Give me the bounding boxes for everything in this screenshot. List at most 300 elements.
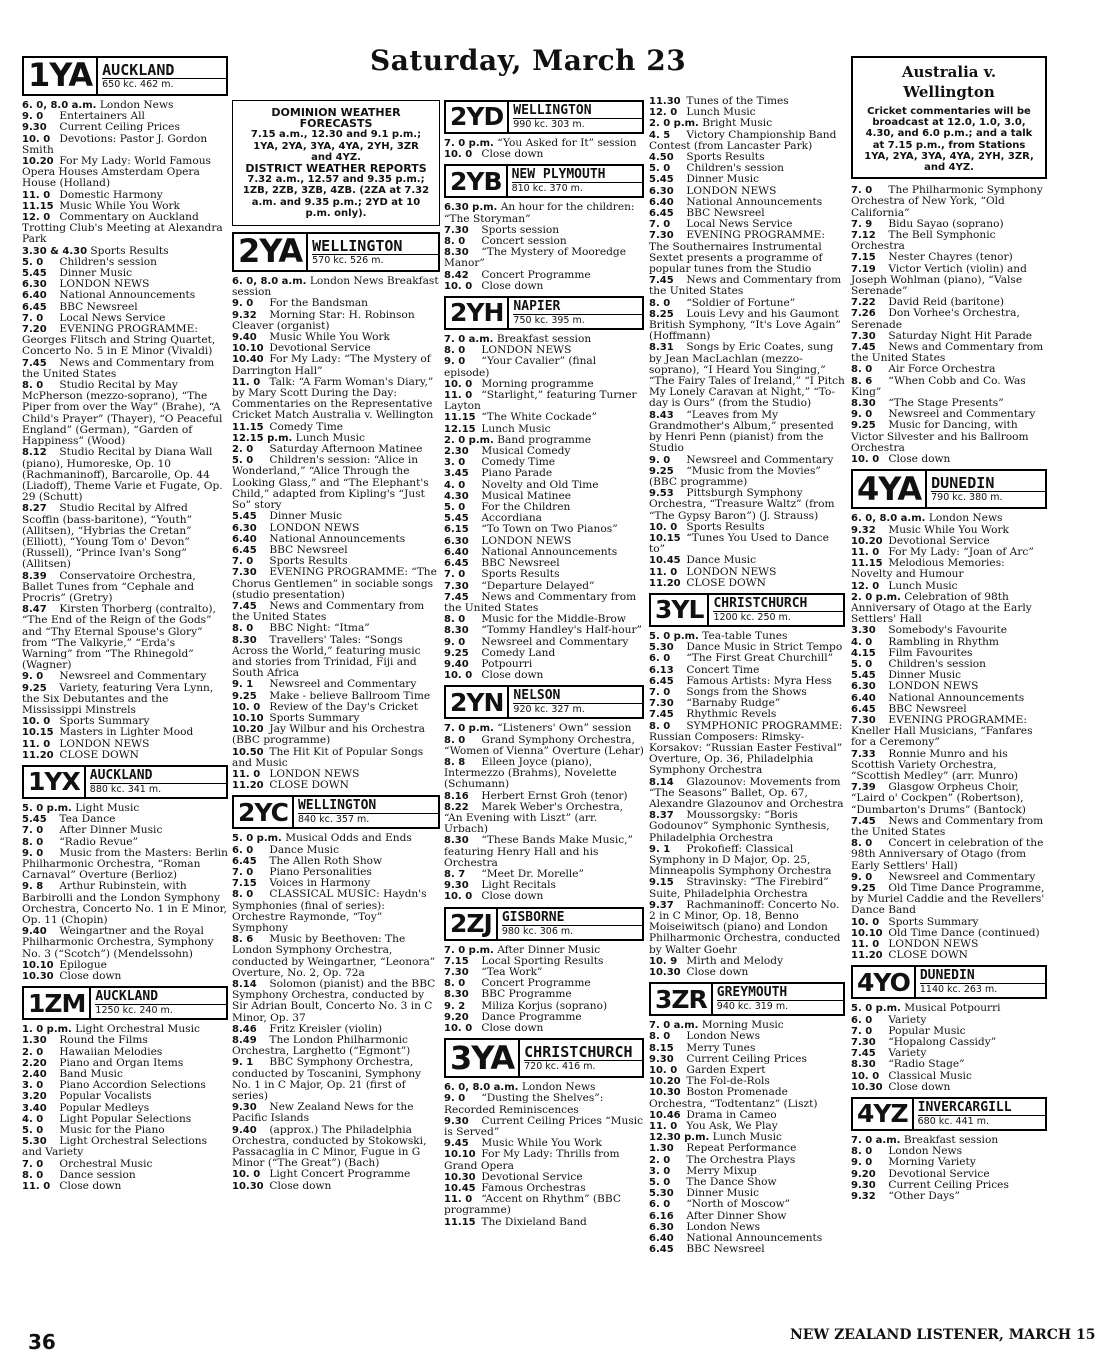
programme-title: The London Philharmonic Orchestra, Larghetto (“Egmont”) bbox=[232, 1034, 411, 1058]
programme-item bbox=[232, 354, 440, 376]
programme-title: Dinner Music bbox=[686, 173, 760, 186]
programme-title: Rachmaninoff: Concerto No. 2 in C Minor, Op. 18, Benno Moiseiwitsch (piano) and London Philharmonic Orchestra, conducted by Walter Goehr bbox=[649, 898, 841, 956]
programme-item bbox=[22, 881, 228, 926]
programme-time: 7.30 bbox=[649, 230, 674, 242]
programme-title: London News bbox=[686, 1030, 761, 1043]
programme-time: 4.15 bbox=[851, 647, 876, 659]
programme-time: 10.20 bbox=[649, 1076, 681, 1088]
programme-item bbox=[851, 883, 1047, 917]
station-call-sign: 4YA bbox=[853, 471, 927, 507]
station-frequency: 1250 kc. 240 m. bbox=[95, 1005, 173, 1017]
station-call-sign: 2YB bbox=[446, 166, 508, 196]
programme-time: 9. 0 bbox=[851, 871, 873, 883]
programme-time: 9. 1 bbox=[232, 679, 254, 691]
programme-time: 12.15 bbox=[444, 423, 476, 435]
station-header bbox=[649, 593, 845, 627]
programme-time: 11. 0 bbox=[649, 1121, 678, 1133]
programme-title: Newsreel and Commentary bbox=[686, 453, 834, 466]
programme-item bbox=[22, 358, 228, 380]
programme-time: 5.45 bbox=[22, 268, 47, 280]
station-call-sign: 1ZM bbox=[24, 988, 91, 1018]
programme-title: Light Recitals bbox=[481, 879, 556, 892]
station-info bbox=[713, 984, 843, 1014]
programme-title: Dance Music bbox=[269, 843, 340, 856]
station-call-sign: 2YA bbox=[234, 234, 308, 270]
programme-title: National Announcements bbox=[481, 545, 618, 558]
programme-title: “Radio Stage” bbox=[888, 1058, 965, 1071]
programme-title: Comedy Time bbox=[481, 456, 556, 469]
station-frequency: 790 kc. 380 m. bbox=[931, 492, 1003, 504]
programme-time: 10.20 bbox=[851, 535, 883, 547]
programme-time: 7.15 bbox=[444, 955, 469, 967]
programme-title: Current Ceiling Prices bbox=[59, 121, 180, 134]
programme-title: EVENING PROGRAMME: The Southernaires Instrumental Sextet presents a programme of popular tunes from the Studio bbox=[649, 229, 825, 276]
programme-title: After Dinner Music bbox=[497, 943, 601, 956]
programme-title: News and Commentary from the United States bbox=[649, 274, 842, 298]
programme-time: 9.40 bbox=[22, 926, 47, 938]
programme-title: Bidu Sayao (soprano) bbox=[888, 217, 1004, 230]
programme-title: Light Orchestral Selections and Variety bbox=[22, 1135, 208, 1159]
programme-item bbox=[649, 900, 845, 956]
programme-title: Tea-table Tunes bbox=[702, 629, 788, 642]
programme-title: Band programme bbox=[497, 433, 592, 446]
programme-title: “Other Days” bbox=[888, 1190, 960, 1203]
station-frequency: 940 kc. 319 m. bbox=[716, 1001, 789, 1013]
programme-time: 10. 0 bbox=[851, 916, 880, 928]
programme-time: 7.45 bbox=[232, 600, 257, 612]
programme-title: For My Lady: Thrills from Grand Opera bbox=[444, 1148, 620, 1172]
programme-title: Voices in Harmony bbox=[269, 877, 371, 890]
programme-title: Concert Programme bbox=[481, 977, 591, 990]
programme-time: 8. 0 bbox=[649, 1031, 671, 1043]
programme-time: 8.47 bbox=[22, 604, 47, 616]
station-city: CHRISTCHURCH bbox=[713, 597, 843, 612]
programme-time: 6.45 bbox=[649, 675, 674, 687]
programme-title: News and Commentary from the United States bbox=[851, 341, 1044, 365]
programme-title: Concert Programme bbox=[481, 268, 591, 281]
programme-item bbox=[444, 1217, 644, 1228]
column-4 bbox=[649, 96, 845, 1256]
programme-title: Variety, featuring Vera Lynn, the Six Debutantes and the Mississippi Minstrels bbox=[22, 681, 214, 716]
programme-title: London News bbox=[99, 99, 174, 111]
column-2-listings bbox=[232, 232, 440, 1192]
station-call-sign: 3YA bbox=[446, 1040, 520, 1076]
programme-time: 10. 0 bbox=[851, 454, 880, 466]
programme-title: An hour for the children: “The Storyman” bbox=[444, 201, 635, 225]
programme-title: BBC Newsreel bbox=[686, 1243, 765, 1256]
programme-title: Piano Parade bbox=[481, 467, 553, 480]
programme-item bbox=[649, 1244, 845, 1255]
programme-title: Tunes of the Times bbox=[686, 95, 789, 107]
programme-title: Music While You Work bbox=[269, 331, 390, 344]
station-header bbox=[444, 685, 644, 719]
programme-title: National Announcements bbox=[686, 1232, 823, 1245]
station-city: AUCKLAND bbox=[90, 769, 226, 784]
programme-time: 11.20 bbox=[22, 749, 54, 761]
programme-time: 6. 0, 8.0 a.m. bbox=[444, 1082, 519, 1094]
programme-time: 7. 0 a.m. bbox=[444, 334, 494, 346]
programme-title: National Announcements bbox=[59, 289, 196, 302]
programme-title: Music from the Masters: Berlin Philharmonic Orchestra, “Roman Carnaval” Overture (Berlioz) bbox=[22, 846, 228, 882]
station-header bbox=[444, 164, 644, 198]
programme-time: 11. 0 bbox=[444, 390, 473, 402]
programme-item bbox=[232, 1169, 440, 1180]
programme-time: 9.32 bbox=[232, 309, 257, 321]
programme-title: David Reid (baritone) bbox=[888, 296, 1005, 309]
programme-time: 10. 0 bbox=[649, 521, 678, 533]
programme-title: News and Commentary from the United States bbox=[444, 590, 637, 614]
programme-title: Make - believe Ballroom Time bbox=[269, 689, 431, 702]
programme-time: 9.25 bbox=[851, 883, 876, 894]
programme-time: 6.45 bbox=[444, 558, 469, 570]
programme-time: 10.45 bbox=[649, 555, 681, 567]
programme-item bbox=[444, 956, 644, 967]
programme-time: 10.45 bbox=[444, 1183, 476, 1195]
programme-time: 10.20 bbox=[22, 156, 54, 168]
programme-title: Sports Results bbox=[269, 555, 348, 568]
programme-title: The Allen Roth Show bbox=[269, 854, 383, 867]
programme-title: Lunch Music bbox=[686, 106, 756, 119]
programme-time: 8. 8 bbox=[444, 756, 466, 768]
programme-item bbox=[851, 342, 1047, 364]
programme-item bbox=[232, 934, 440, 979]
programme-title: Old Time Dance Programme, by Muriel Caddie and the Revellers' Dance Band bbox=[851, 882, 1045, 917]
programme-time: 9.25 bbox=[851, 420, 876, 432]
programme-title: LONDON NEWS bbox=[686, 565, 777, 578]
programme-time: 6.40 bbox=[649, 1233, 674, 1245]
programme-item bbox=[22, 212, 228, 246]
programme-title: “To Town on Two Pianos” bbox=[481, 523, 618, 536]
programme-title: Rambling in Rhythm bbox=[888, 635, 999, 648]
programme-item bbox=[444, 149, 644, 160]
programme-time: 5.45 bbox=[444, 513, 469, 525]
programme-title: Music While You Work bbox=[481, 1137, 602, 1150]
programme-time: 8. 0 bbox=[444, 345, 466, 357]
station-call-sign: 4YZ bbox=[853, 1099, 914, 1129]
programme-title: Close down bbox=[888, 453, 951, 466]
programme-title: Domestic Harmony bbox=[59, 188, 163, 201]
programme-time: 2.30 bbox=[444, 446, 469, 458]
programme-time: 9. 0 bbox=[22, 111, 44, 123]
programme-title: The Dance Show bbox=[686, 1176, 777, 1189]
programme-time: 6. 0 bbox=[649, 1199, 671, 1211]
programme-title: Kirsten Thorberg (contralto), “The End of the Reign of the Gods” and “Thy Eternal Spouse's Glory” from “The Valkyrie,” “Erda's Warning” from “The Rhinegold” (Wagner) bbox=[22, 603, 216, 672]
programme-title: Dinner Music bbox=[269, 510, 343, 523]
programme-title: Fritz Kreisler (violin) bbox=[269, 1022, 383, 1035]
programme-title: Musical Potpourri bbox=[904, 1002, 1001, 1015]
programme-time: 12. 0 bbox=[22, 212, 51, 224]
programme-title: BBC Symphony Orchestra, conducted by Toscanini, Symphony No. 1 in C Major, Op. 21 (first of series) bbox=[232, 1056, 422, 1103]
programme-time: 8.14 bbox=[232, 979, 257, 991]
programme-time: 8. 0 bbox=[851, 1146, 873, 1158]
programme-title: London News Breakfast session bbox=[232, 275, 439, 299]
programme-title: The Fol-de-Rols bbox=[686, 1075, 770, 1088]
programme-time: 6.40 bbox=[22, 290, 47, 302]
programme-title: Moussorgsky: “Boris Godounov” Symphonic Synthesis, Philadelphia Orchestra bbox=[649, 809, 830, 844]
programme-time: 9.40 bbox=[444, 658, 469, 670]
programme-item bbox=[444, 1194, 644, 1216]
programme-title: Variety bbox=[888, 1013, 927, 1026]
station-city: AUCKLAND bbox=[102, 62, 226, 79]
station-call-sign: 4YO bbox=[853, 967, 916, 997]
programme-time: 9. 0 bbox=[649, 454, 671, 466]
programme-title: For My Lady: “The Mystery of Darrington Hall” bbox=[232, 353, 431, 377]
programme-time: 7. 0 bbox=[851, 1025, 873, 1037]
programme-title: Morning Music bbox=[701, 1019, 784, 1032]
programme-time: 6.45 bbox=[851, 703, 876, 715]
station-info bbox=[98, 58, 226, 94]
programme-time: 5. 0 bbox=[649, 1177, 671, 1189]
programme-title: Pittsburgh Symphony Orchestra, “Treasure Waltz” (from “The Gypsy Baron”) (J. Strauss) bbox=[649, 487, 835, 522]
programme-title: Talk: “A Farm Woman's Diary,” by Mary Scott During the Day: Commentaries on the Representative Cricket Match Australia v. Wellington bbox=[232, 375, 434, 422]
programme-item bbox=[649, 342, 845, 409]
programme-time: 10.30 bbox=[649, 967, 681, 979]
programme-time: 6.30 bbox=[851, 681, 876, 693]
programme-time: 6. 0, 8.0 a.m. bbox=[22, 100, 97, 111]
programme-time: 1.30 bbox=[649, 1143, 674, 1155]
programme-time: 9.32 bbox=[851, 1191, 876, 1203]
programme-item bbox=[444, 247, 644, 269]
programme-time: 6.30 bbox=[22, 279, 47, 291]
programme-item bbox=[22, 156, 228, 190]
station-header bbox=[851, 1097, 1047, 1131]
programme-title: Don Vorhee's Orchestra, Serenade bbox=[851, 307, 1020, 331]
programme-title: Miliza Korjus (soprano) bbox=[481, 999, 608, 1012]
programme-time: 7.15 bbox=[851, 252, 876, 264]
programme-time: 5.30 bbox=[649, 642, 674, 654]
programme-title: Musical Matinee bbox=[481, 489, 572, 502]
programme-item bbox=[851, 715, 1047, 749]
programme-item bbox=[22, 503, 228, 570]
programme-time: 7. 0 p.m. bbox=[444, 723, 494, 735]
programme-time: 8. 0 bbox=[232, 889, 254, 901]
programme-title: Dance session bbox=[59, 1168, 136, 1181]
programme-title: Light Orchestral Music bbox=[75, 1023, 200, 1036]
programme-title: Morning Star: H. Robinson Cleaver (organist) bbox=[232, 308, 415, 332]
programme-time: 8. 6 bbox=[232, 934, 254, 946]
programme-time: 9. 0 bbox=[22, 847, 44, 859]
programme-item bbox=[444, 502, 644, 513]
programme-item bbox=[851, 950, 1047, 961]
programme-time: 5. 0 bbox=[22, 1125, 44, 1137]
programme-title: Children's session bbox=[686, 162, 784, 175]
programme-time: 7.45 bbox=[649, 275, 674, 287]
programme-time: 10.46 bbox=[649, 1109, 681, 1121]
programme-title: Studio Recital by Diana Wall (piano), Humoreske, Op. 10 (Rachmaninoff), Barcarolle, Op. 44 (Liadoff), Theme Varie et Fugate, Op. 29 (Schutt) bbox=[22, 446, 223, 504]
programme-time: 10. 0 bbox=[444, 378, 473, 390]
programme-title: Sports Summary bbox=[59, 715, 150, 728]
programme-title: Potpourri bbox=[481, 657, 533, 670]
programme-item bbox=[232, 455, 440, 511]
programme-time: 6. 0, 8.0 a.m. bbox=[232, 276, 307, 288]
programme-title: News and Commentary from the United States bbox=[232, 599, 425, 624]
programme-time: 5. 0 p.m. bbox=[22, 802, 72, 814]
programme-time: 10. 0 bbox=[444, 891, 473, 903]
programme-title: Louis Levy and his Gaumont British Symphony, “It's Love Again” (Hoffmann) bbox=[649, 307, 841, 343]
programme-title: Breakfast session bbox=[496, 333, 592, 346]
programme-time: 9.30 bbox=[851, 1179, 876, 1191]
programme-title: Old Time Dance (continued) bbox=[888, 926, 1040, 939]
programme-item bbox=[22, 1181, 228, 1192]
programme-title: Dinner Music bbox=[686, 1187, 760, 1200]
programme-title: Repeat Performance bbox=[686, 1142, 797, 1155]
programme-time: 5.45 bbox=[22, 814, 47, 826]
programme-title: The Orchestra Plays bbox=[686, 1153, 796, 1166]
programme-time: 2. 0 p.m. bbox=[649, 118, 699, 130]
programme-time: 10.30 bbox=[444, 1171, 476, 1183]
programme-item bbox=[444, 802, 644, 836]
programme-item bbox=[444, 592, 644, 614]
programme-title: CLOSE DOWN bbox=[888, 949, 968, 962]
programme-item bbox=[444, 735, 644, 757]
programme-title: Local News Service bbox=[686, 218, 793, 231]
station-frequency: 1200 kc. 250 m. bbox=[713, 611, 791, 623]
programme-time: 6.45 bbox=[649, 208, 674, 220]
programme-item bbox=[232, 1102, 440, 1124]
programme-time: 7.30 bbox=[232, 567, 257, 579]
programme-time: 11. 0 bbox=[851, 939, 880, 951]
programme-title: Devotions: Pastor J. Gordon Smith bbox=[22, 132, 208, 156]
programme-title: “You Asked for It” session bbox=[497, 137, 637, 149]
station-header bbox=[444, 1038, 644, 1078]
programme-item bbox=[444, 281, 644, 292]
programme-title: Children's session bbox=[59, 255, 157, 268]
programme-time: 5. 0 bbox=[232, 455, 254, 467]
station-frequency: 750 kc. 395 m. bbox=[513, 315, 585, 327]
station-city: NELSON bbox=[513, 689, 642, 704]
programme-title: Piano Accordion Selections bbox=[59, 1079, 206, 1092]
programme-item bbox=[22, 1136, 228, 1158]
programme-time: 7.30 bbox=[444, 224, 469, 236]
programme-title: National Announcements bbox=[269, 532, 406, 545]
station-frequency: 680 kc. 441 m. bbox=[917, 1116, 989, 1128]
programme-title: BBC Newsreel bbox=[686, 207, 765, 220]
programme-item bbox=[232, 724, 440, 746]
station-city: NAPIER bbox=[513, 300, 642, 315]
programme-item bbox=[22, 571, 228, 605]
programme-title: Children's session: “Alice in Wonderland,” “Alice Through the Looking Glass,” and “The Elephant's Child,” adapted from Kipling's “Just So” story bbox=[232, 454, 429, 512]
programme-time: 8.31 bbox=[649, 342, 674, 354]
programme-time: 11.20 bbox=[851, 950, 883, 962]
programme-item bbox=[444, 202, 644, 224]
programme-title: Somebody's Favourite bbox=[888, 624, 1008, 637]
programme-title: Light Music bbox=[75, 801, 140, 814]
programme-item bbox=[649, 533, 845, 555]
programme-title: You Ask, We Play bbox=[686, 1120, 778, 1133]
programme-title: Close down bbox=[686, 966, 749, 979]
programme-time: 4.30 bbox=[444, 490, 469, 502]
programme-time: 7.45 bbox=[851, 815, 876, 827]
programme-time: 5. 0 bbox=[649, 163, 671, 175]
programme-time: 6.30 bbox=[649, 185, 674, 197]
programme-title: Merry Mixup bbox=[686, 1164, 757, 1177]
programme-item bbox=[232, 1125, 440, 1170]
programme-time: 11.15 bbox=[444, 1216, 476, 1228]
station-header bbox=[444, 907, 644, 941]
programme-time: 8.30 bbox=[444, 625, 469, 637]
programme-time: 11. 0 bbox=[22, 1181, 51, 1193]
programme-time: 11. 0 bbox=[649, 566, 678, 578]
australia-box-title: Australia v. Wellington bbox=[901, 63, 997, 101]
station-header bbox=[444, 100, 644, 134]
programme-title: Air Force Orchestra bbox=[888, 363, 996, 376]
programme-title: Piano Personalities bbox=[269, 865, 372, 878]
programme-time: 9. 8 bbox=[22, 881, 44, 893]
programme-item bbox=[444, 138, 644, 149]
programme-title: Dinner Music bbox=[59, 267, 133, 280]
programme-time: 11. 0 bbox=[232, 768, 261, 780]
programme-title: Sports session bbox=[481, 223, 560, 236]
programme-title: Light Concert Programme bbox=[269, 1168, 411, 1181]
australia-box-text: Cricket commentaries will be broadcast at 12.0, 1.0, 3.0, 4.30, and 6.0 p.m.; and a talk at 7.15 p.m., from Stations 1YA, 2YA, 3YA, 4YA, 2YH, 3ZR, and 4YZ. bbox=[864, 106, 1034, 174]
programme-title: BBC Newsreel bbox=[481, 557, 560, 570]
programme-time: 9. 0 bbox=[444, 356, 466, 368]
station-info bbox=[709, 595, 843, 625]
station-city: AUCKLAND bbox=[95, 990, 226, 1005]
column-2 bbox=[232, 100, 440, 1192]
programme-time: 7. 0 bbox=[232, 866, 254, 878]
programme-title: Entertainers All bbox=[59, 110, 145, 123]
station-city: INVERCARGILL bbox=[918, 1101, 1045, 1116]
programme-title: Grand Symphony Orchestra, “Women of Vienna” Overture (Lehar) bbox=[444, 733, 644, 757]
programme-time: 7.30 bbox=[444, 966, 469, 978]
programme-title: “Dusting the Shelves”: Recorded Reminiscences bbox=[444, 1092, 604, 1116]
programme-title: Songs from the Shows bbox=[686, 685, 807, 698]
programme-title: For My Lady: “Joan of Arc” bbox=[888, 545, 1034, 558]
programme-title: Music for the Middle-Brow bbox=[481, 613, 626, 626]
programme-title: News and Commentary from the United States bbox=[22, 356, 215, 380]
programme-time: 8. 0 bbox=[444, 236, 466, 248]
programme-title: LONDON NEWS bbox=[888, 938, 979, 951]
programme-time: 11.15 bbox=[851, 558, 883, 570]
programme-time: 9.30 bbox=[444, 1115, 469, 1127]
programme-time: 8. 0 bbox=[22, 380, 44, 392]
programme-time: 6. 0 bbox=[232, 844, 254, 856]
programme-time: 10.20 bbox=[232, 724, 264, 736]
programme-title: Film Favourites bbox=[888, 646, 973, 659]
programme-title: Devotional Service bbox=[888, 534, 990, 547]
station-frequency: 720 kc. 416 m. bbox=[524, 1061, 596, 1073]
programme-item bbox=[444, 1093, 644, 1115]
programme-time: 11. 0 bbox=[22, 738, 51, 750]
programme-title: “Soldier of Fortune” bbox=[686, 296, 796, 309]
programme-time: 8.12 bbox=[22, 447, 47, 459]
programme-title: Musical Comedy bbox=[481, 445, 571, 458]
programme-title: Famous Orchestras bbox=[481, 1182, 586, 1195]
programme-item bbox=[444, 659, 644, 670]
station-header bbox=[851, 965, 1047, 999]
programme-title: Devotional Service bbox=[481, 1170, 583, 1183]
station-header bbox=[444, 296, 644, 330]
programme-time: 10.10 bbox=[232, 712, 264, 724]
programme-title: The Philharmonic Symphony Orchestra of New York, “Old California” bbox=[851, 184, 1043, 219]
programme-time: 12.30 p.m. bbox=[649, 1132, 710, 1144]
programme-title: “Your Cavalier” (final episode) bbox=[444, 355, 597, 379]
programme-title: London News bbox=[521, 1081, 596, 1094]
programme-title: Studio Recital by Alfred Scoffin (bass-baritone), “Youth” (Allitsen), “Hybrias the Cretan” (Elliott), “Young Tom o' Devon” (Russell), “Prince Ivan's Song” (Allitsen) bbox=[22, 502, 192, 571]
programme-title: Music While You Work bbox=[888, 523, 1009, 536]
programme-time: 11.15 bbox=[22, 200, 54, 212]
programme-title: Dinner Music bbox=[888, 669, 962, 682]
programme-time: 6. 0 bbox=[851, 1014, 873, 1026]
programme-time: 5.45 bbox=[649, 174, 674, 186]
programme-title: “Hopalong Cassidy” bbox=[888, 1036, 997, 1049]
programme-item bbox=[851, 838, 1047, 872]
programme-item bbox=[444, 835, 644, 869]
programme-time: 10.10 bbox=[851, 927, 883, 939]
programme-title: Band Music bbox=[59, 1068, 123, 1081]
programme-item bbox=[444, 648, 644, 659]
